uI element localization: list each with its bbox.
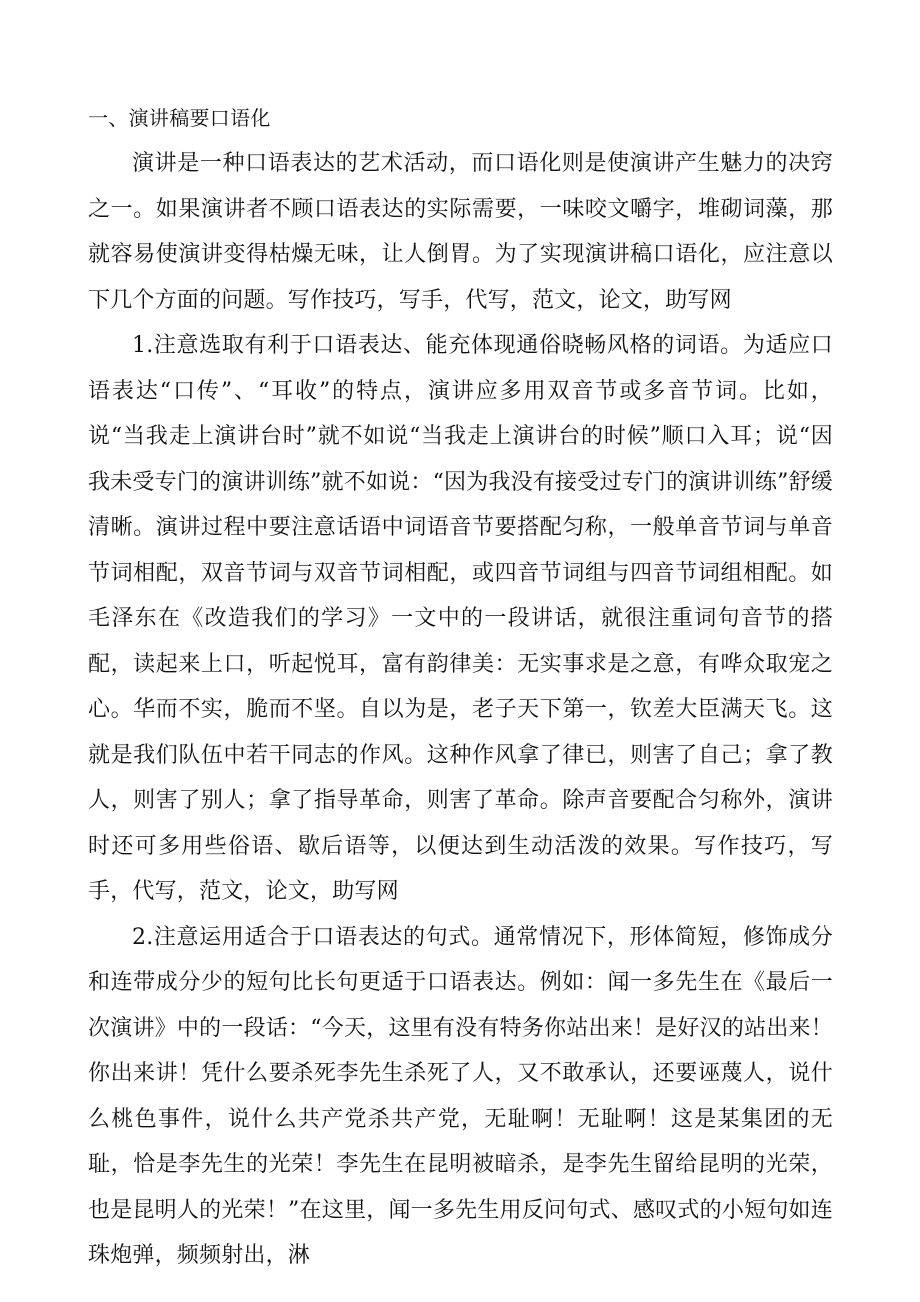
section-heading: 一、演讲稿要口语化 [88,106,271,130]
paragraph-point-2: 2.注意运用适合于口语表达的句式。通常情况下，形体简短，修饰成分和连带成分少的短句比长句更适于口语表达。例如：闻一多先生在《最后一次演讲》中的一段话：“今天，这里有没有特务你站出来！是好汉的站出来！你出来讲！凭什么要杀死李先生杀死了人，又不敢承认，还要诬蔑人，说什么桃色事件，说什么共产党杀共产党，无耻啊！无耻啊！这是某集团的无耻，恰是李先生的光荣！李先生在昆明被暗杀，是李先生留给昆明的光荣，也是昆明人的光荣！”在这里，闻一多先生用反问句式、感叹式的小短句如连珠炮弹，频频射出，淋 [88,924,833,1268]
paragraph-point-1: 1.注意选取有利于口语表达、能充体现通俗晓畅风格的词语。为适应口语表达“口传”、“耳收”的特点，演讲应多用双音节或多音节词。比如，说“当我走上演讲台时”就不如说“当我走上演讲台的时候”顺口入耳；说“因我未受专门的演讲训练”就不如说：“因为我没有接受过专门的演讲训练”舒缓清晰。演讲过程中要注意话语中词语音节要搭配匀称，一般单音节词与单音节词相配，双音节词与双音节词相配，或四音节词组与四音节词组相配。如毛泽东在《改造我们的学习》一文中的一段讲话，就很注重词句音节的搭配，读起来上口，听起悦耳，富有韵律美：无实事求是之意，有哗众取宠之心。华而不实，脆而不坚。自以为是，老子天下第一，钦差大臣满天飞。这就是我们队伍中若干同志的作风。这种作风拿了律已，则害了自己；拿了教人，则害了别人；拿了指导革命，则害了革命。除声音要配合匀称外，演讲时还可多用些俗语、歇后语等，以便达到生动活泼的效果。写作技巧，写手，代写，范文，论文，助写网 [88,333,833,904]
document-page [88,96,833,1279]
paragraph-intro: 演讲是一种口语表达的艺术活动，而口语化则是使演讲产生魅力的决窍之一。如果演讲者不顾口语表达的实际需要，一味咬文嚼字，堆砌词藻，那就容易使演讲变得枯燥无味，让人倒胃。为了实现演讲稿口语化，应注意以下几个方面的问题。写作技巧，写手，代写，范文，论文，助写网 [88,151,833,313]
